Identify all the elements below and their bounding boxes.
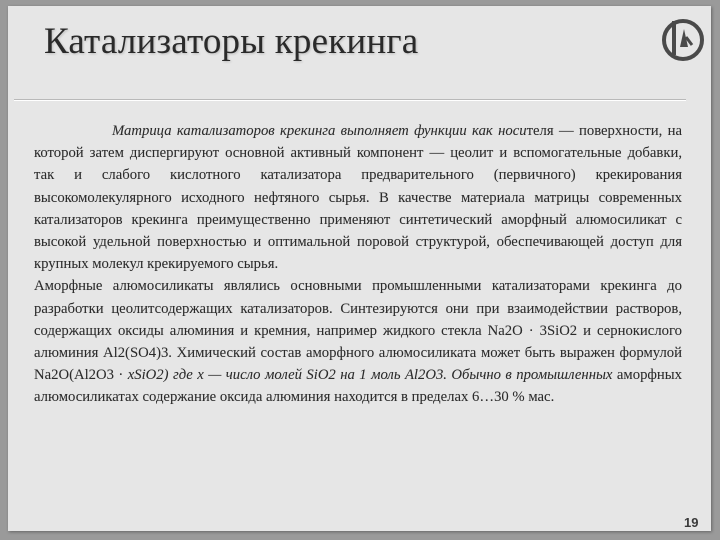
page-number: 19 [684, 515, 699, 530]
paragraph-1-segment: Матрица катализаторов крекинга выполняет функции как носи [112, 123, 527, 139]
paragraph-1-segment: теля — поверхности, на которой затем диспергируют основной активный компонент — цеолит и вспомогательные добавки, так и слабого кислотного катализатора предварительного (первичного) крекирования высокомолекулярного исходного нефтяного сырья. В качестве материала матрицы современных катализаторов крекинга преимущественно применяют синтетический аморфный алюмосиликат с высокой удельной поверхностью и оптимальной поровой структурой, обеспечивающей доступ для крупных молекул крекируемого сырья. [34, 123, 682, 273]
paragraph-1 [34, 120, 682, 275]
paragraph-2-segment: xSiO2) где x — число молей SiO2 на 1 моль Al2O3. Обычно в промышленных [127, 367, 613, 384]
slide [8, 6, 711, 531]
paragraph-2 [34, 275, 682, 408]
title-divider [14, 99, 686, 101]
slide-title: Катализаторы крекинга [44, 21, 419, 62]
circle-emblem-logo-icon [658, 15, 708, 65]
paragraph-2-segment: аморфных алюмосиликатах содержание оксида алюминия находится в пределах 6…30 % мас. [34, 367, 683, 406]
slide-body [34, 120, 682, 409]
paragraph-2-segment: Аморфные алюмосиликаты являлись основными промышленными катализаторами крекинга до разработки цеолитсодержащих катализаторов. Синтезируются они при взаимодействии растворов, содержащих оксиды алюминия и кремния, например жидкого стекла Na2O · 3SiO2 и сернокислого алюминия Al2(SO4)3. Химический состав аморфного алюмосиликата может быть выражен формулой Na2O(Al2O3 · [34, 278, 682, 384]
